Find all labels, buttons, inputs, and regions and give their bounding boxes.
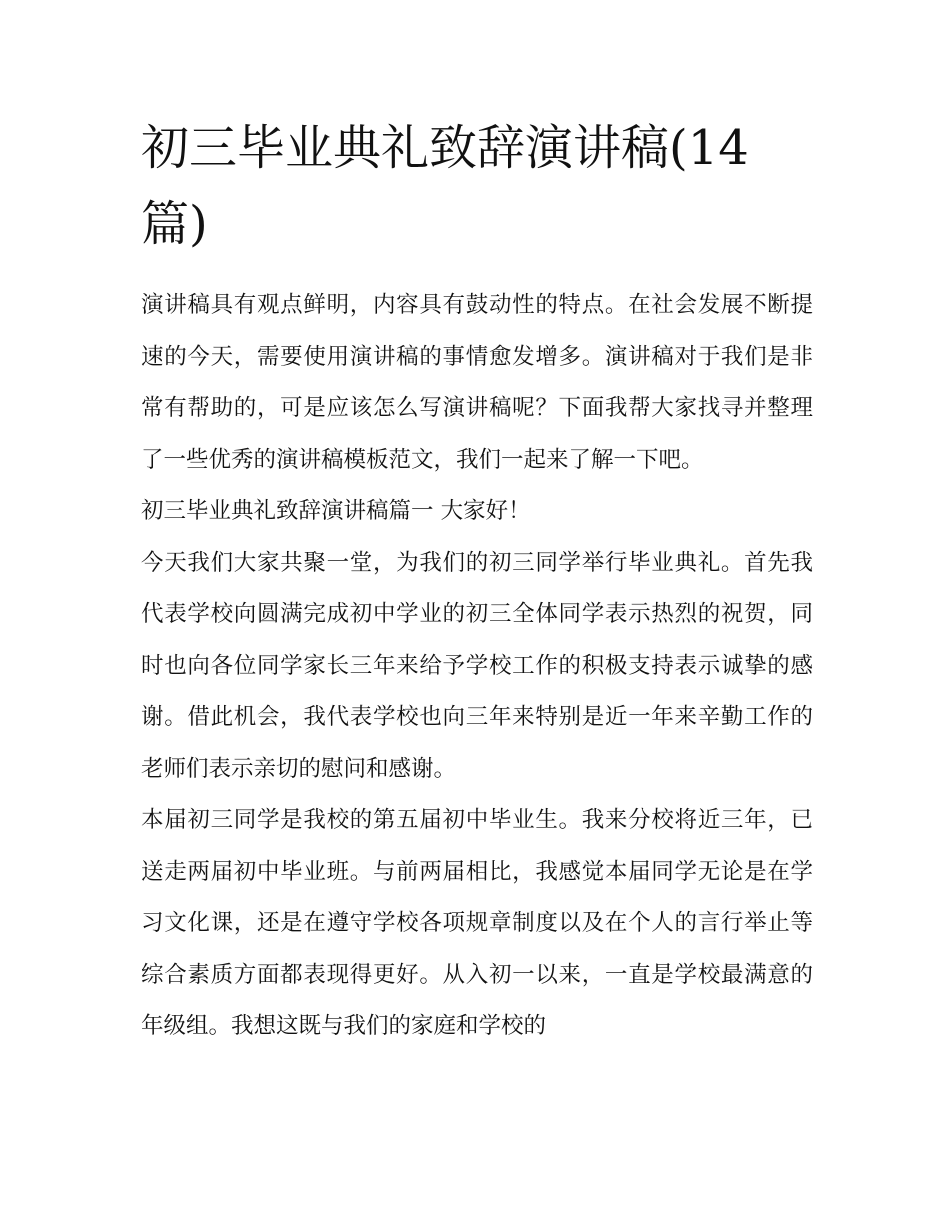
- body-paragraph: 今天我们大家共聚一堂，为我们的初三同学举行毕业典礼。首先我代表学校向圆满完成初中学业的初三全体同学表示热烈的祝贺，同时也向各位同学家长三年来给予学校工作的积极支持表示诚挚的感谢。借此机会，我代表学校也向三年来特别是近一年来辛勤工作的老师们表示亲切的慰问和感谢。: [141, 549, 813, 782]
- intro-paragraph: 演讲稿具有观点鲜明，内容具有鼓动性的特点。在社会发展不断提速的今天，需要使用演讲稿的事情愈发增多。演讲稿对于我们是非常有帮助的，可是应该怎么写演讲稿呢？下面我帮大家找寻并整理了一些优秀的演讲稿模板范文，我们一起来了解一下吧。: [141, 292, 813, 473]
- document-title: 初三毕业典礼致辞演讲稿(14篇): [141, 120, 749, 252]
- body-paragraph: 本届初三同学是我校的第五届初中毕业生。我来分校将近三年，已送走两届初中毕业班。与前两届相比，我感觉本届同学无论是在学习文化课，还是在遵守学校各项规章制度以及在个人的言行举止等综合素质方面都表现得更好。从入初一以来，一直是学校最满意的年级组。我想这既与我们的家庭和学校的: [141, 807, 813, 1039]
- section-heading-paragraph: 初三毕业典礼致辞演讲稿篇一 大家好！: [141, 498, 531, 524]
- document-body: [141, 110, 813, 1053]
